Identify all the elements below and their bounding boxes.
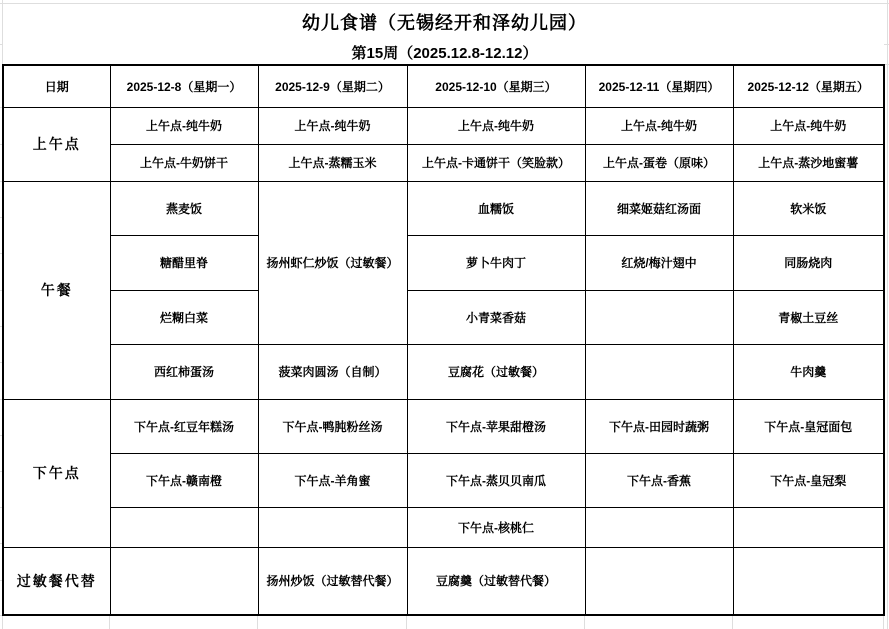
empty-cell (110, 547, 258, 615)
empty-cell (258, 507, 407, 547)
meal-cell: 血糯饭 (407, 181, 585, 235)
date-header-cell: 2025-12-12（星期五） (733, 65, 884, 107)
meal-cell: 西红柿蛋汤 (110, 344, 258, 399)
menu-table-body (3, 107, 884, 615)
gridline-stub (109, 615, 110, 629)
gridline-stub (887, 0, 888, 629)
meal-cell: 上午点-纯牛奶 (110, 107, 258, 144)
meal-cell: 小青菜香菇 (407, 290, 585, 344)
table-row (3, 399, 884, 453)
gridline-stub (732, 615, 733, 629)
table-row (3, 344, 884, 399)
section-label-cell: 下午点 (3, 399, 110, 547)
meal-cell: 豆腐花（过敏餐） (407, 344, 585, 399)
meal-cell: 上午点-蛋卷（原味） (585, 144, 733, 181)
meal-cell: 牛肉羹 (733, 344, 884, 399)
meal-cell: 细菜姬菇红汤面 (585, 181, 733, 235)
meal-cell: 上午点-纯牛奶 (733, 107, 884, 144)
table-row (3, 235, 884, 290)
table-row (3, 290, 884, 344)
meal-cell: 同肠烧肉 (733, 235, 884, 290)
meal-cell: 下午点-蒸贝贝南瓜 (407, 453, 585, 507)
date-header-cell: 2025-12-8（星期一） (110, 65, 258, 107)
empty-cell (585, 344, 733, 399)
meal-cell: 燕麦饭 (110, 181, 258, 235)
table-row (3, 144, 884, 181)
empty-cell (733, 507, 884, 547)
menu-table-head (3, 65, 884, 107)
meal-cell: 扬州炒饭（过敏替代餐） (258, 547, 407, 615)
meal-cell: 下午点-香蕉 (585, 453, 733, 507)
meal-cell: 下午点-核桃仁 (407, 507, 585, 547)
meal-cell: 上午点-牛奶饼干 (110, 144, 258, 181)
table-row (3, 181, 884, 235)
meal-cell: 上午点-蒸沙地蜜薯 (733, 144, 884, 181)
meal-cell: 下午点-赣南橙 (110, 453, 258, 507)
meal-cell: 上午点-纯牛奶 (585, 107, 733, 144)
empty-cell (585, 507, 733, 547)
menu-table (2, 64, 885, 616)
gridline-stub (2, 615, 3, 629)
meal-cell: 下午点-苹果甜橙汤 (407, 399, 585, 453)
meal-cell: 上午点-纯牛奶 (407, 107, 585, 144)
gridline-stub (883, 615, 884, 629)
date-corner-header-cell: 日期 (3, 65, 110, 107)
meal-cell: 上午点-纯牛奶 (258, 107, 407, 144)
page-title: 幼儿食谱（无锡经开和泽幼儿园） (302, 13, 587, 33)
meal-cell: 下午点-红豆年糕汤 (110, 399, 258, 453)
meal-cell: 红烧/梅汁翅中 (585, 235, 733, 290)
gridline-stub (257, 615, 258, 629)
meal-cell: 下午点-皇冠梨 (733, 453, 884, 507)
date-header-cell: 2025-12-10（星期三） (407, 65, 585, 107)
meal-cell: 下午点-羊角蜜 (258, 453, 407, 507)
table-row (3, 507, 884, 547)
table-row (3, 453, 884, 507)
empty-cell (585, 290, 733, 344)
header-row (3, 65, 884, 107)
meal-cell: 扬州虾仁炒饭（过敏餐） (258, 181, 407, 344)
meal-cell: 烂糊白菜 (110, 290, 258, 344)
meal-cell: 上午点-卡通饼干（笑脸款） (407, 144, 585, 181)
meal-cell: 菠菜肉圆汤（自制） (258, 344, 407, 399)
gridline-stub (584, 615, 585, 629)
table-row (3, 107, 884, 144)
week-subtitle: 第15周（2025.12.8-12.12） (351, 45, 538, 62)
section-label-cell: 午餐 (3, 181, 110, 399)
meal-cell: 下午点-鸭肫粉丝汤 (258, 399, 407, 453)
section-label-cell: 过敏餐代替 (3, 547, 110, 615)
gridline-stub (406, 615, 407, 629)
meal-cell: 上午点-蒸糯玉米 (258, 144, 407, 181)
date-header-cell: 2025-12-9（星期二） (258, 65, 407, 107)
date-header-cell: 2025-12-11（星期四） (585, 65, 733, 107)
meal-cell: 下午点-皇冠面包 (733, 399, 884, 453)
meal-cell: 软米饭 (733, 181, 884, 235)
empty-cell (585, 547, 733, 615)
section-label-cell: 上午点 (3, 107, 110, 181)
empty-cell (110, 507, 258, 547)
meal-cell: 萝卜牛肉丁 (407, 235, 585, 290)
empty-cell (733, 547, 884, 615)
table-row (3, 547, 884, 615)
meal-cell: 下午点-田园时蔬粥 (585, 399, 733, 453)
meal-cell: 豆腐羹（过敏替代餐） (407, 547, 585, 615)
meal-cell: 青椒土豆丝 (733, 290, 884, 344)
meal-cell: 糖醋里脊 (110, 235, 258, 290)
